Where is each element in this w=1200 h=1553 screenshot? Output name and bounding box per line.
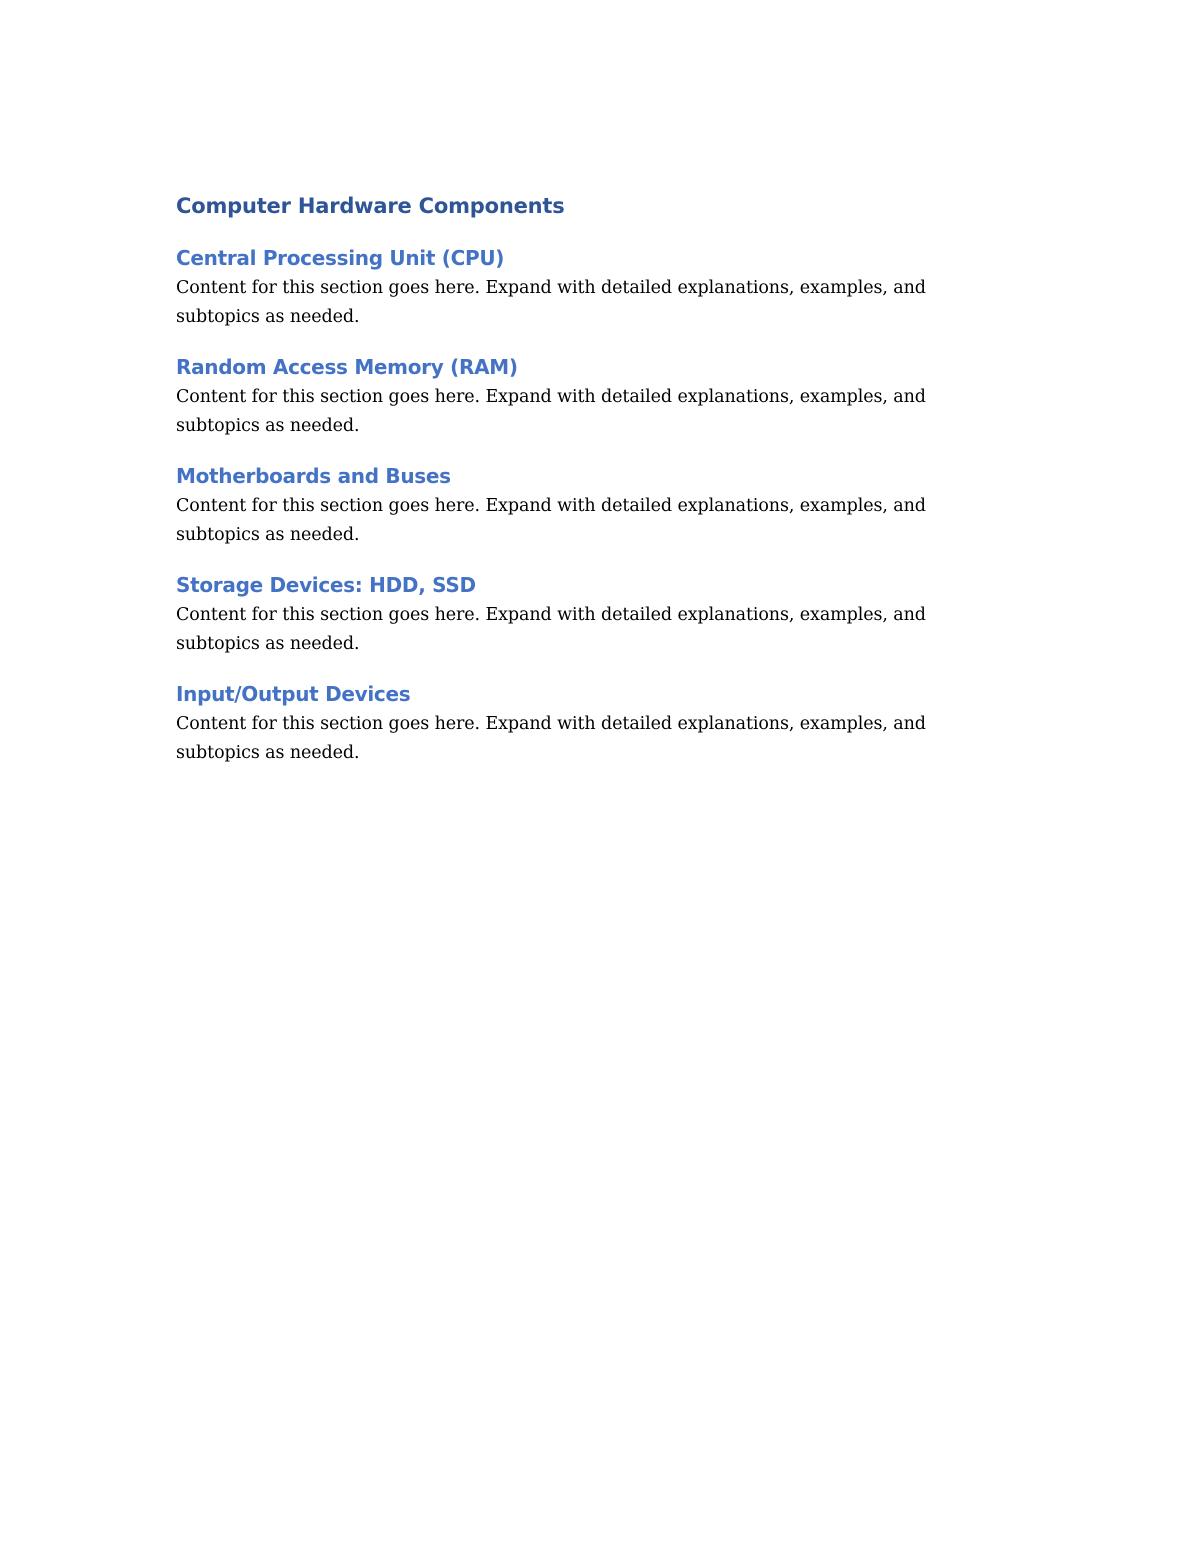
section-io xyxy=(176,680,976,768)
section-body: Content for this section goes here. Expand with detailed explanations, examples, and subtopics as needed. xyxy=(176,605,926,654)
section-heading: Motherboards and Buses xyxy=(176,464,451,488)
section-motherboards xyxy=(176,462,976,550)
section-body: Content for this section goes here. Expand with detailed explanations, examples, and subtopics as needed. xyxy=(176,387,926,436)
document-content xyxy=(176,190,976,789)
section-ram xyxy=(176,353,976,441)
section-heading: Random Access Memory (RAM) xyxy=(176,355,518,379)
section-heading: Input/Output Devices xyxy=(176,682,411,706)
section-body: Content for this section goes here. Expand with detailed explanations, examples, and subtopics as needed. xyxy=(176,496,926,545)
section-body: Content for this section goes here. Expand with detailed explanations, examples, and subtopics as needed. xyxy=(176,278,926,327)
section-body: Content for this section goes here. Expand with detailed explanations, examples, and subtopics as needed. xyxy=(176,714,926,763)
section-heading: Storage Devices: HDD, SSD xyxy=(176,573,476,597)
section-cpu xyxy=(176,244,976,332)
section-storage xyxy=(176,571,976,659)
section-heading: Central Processing Unit (CPU) xyxy=(176,246,505,270)
document-title: Computer Hardware Components xyxy=(176,194,565,218)
